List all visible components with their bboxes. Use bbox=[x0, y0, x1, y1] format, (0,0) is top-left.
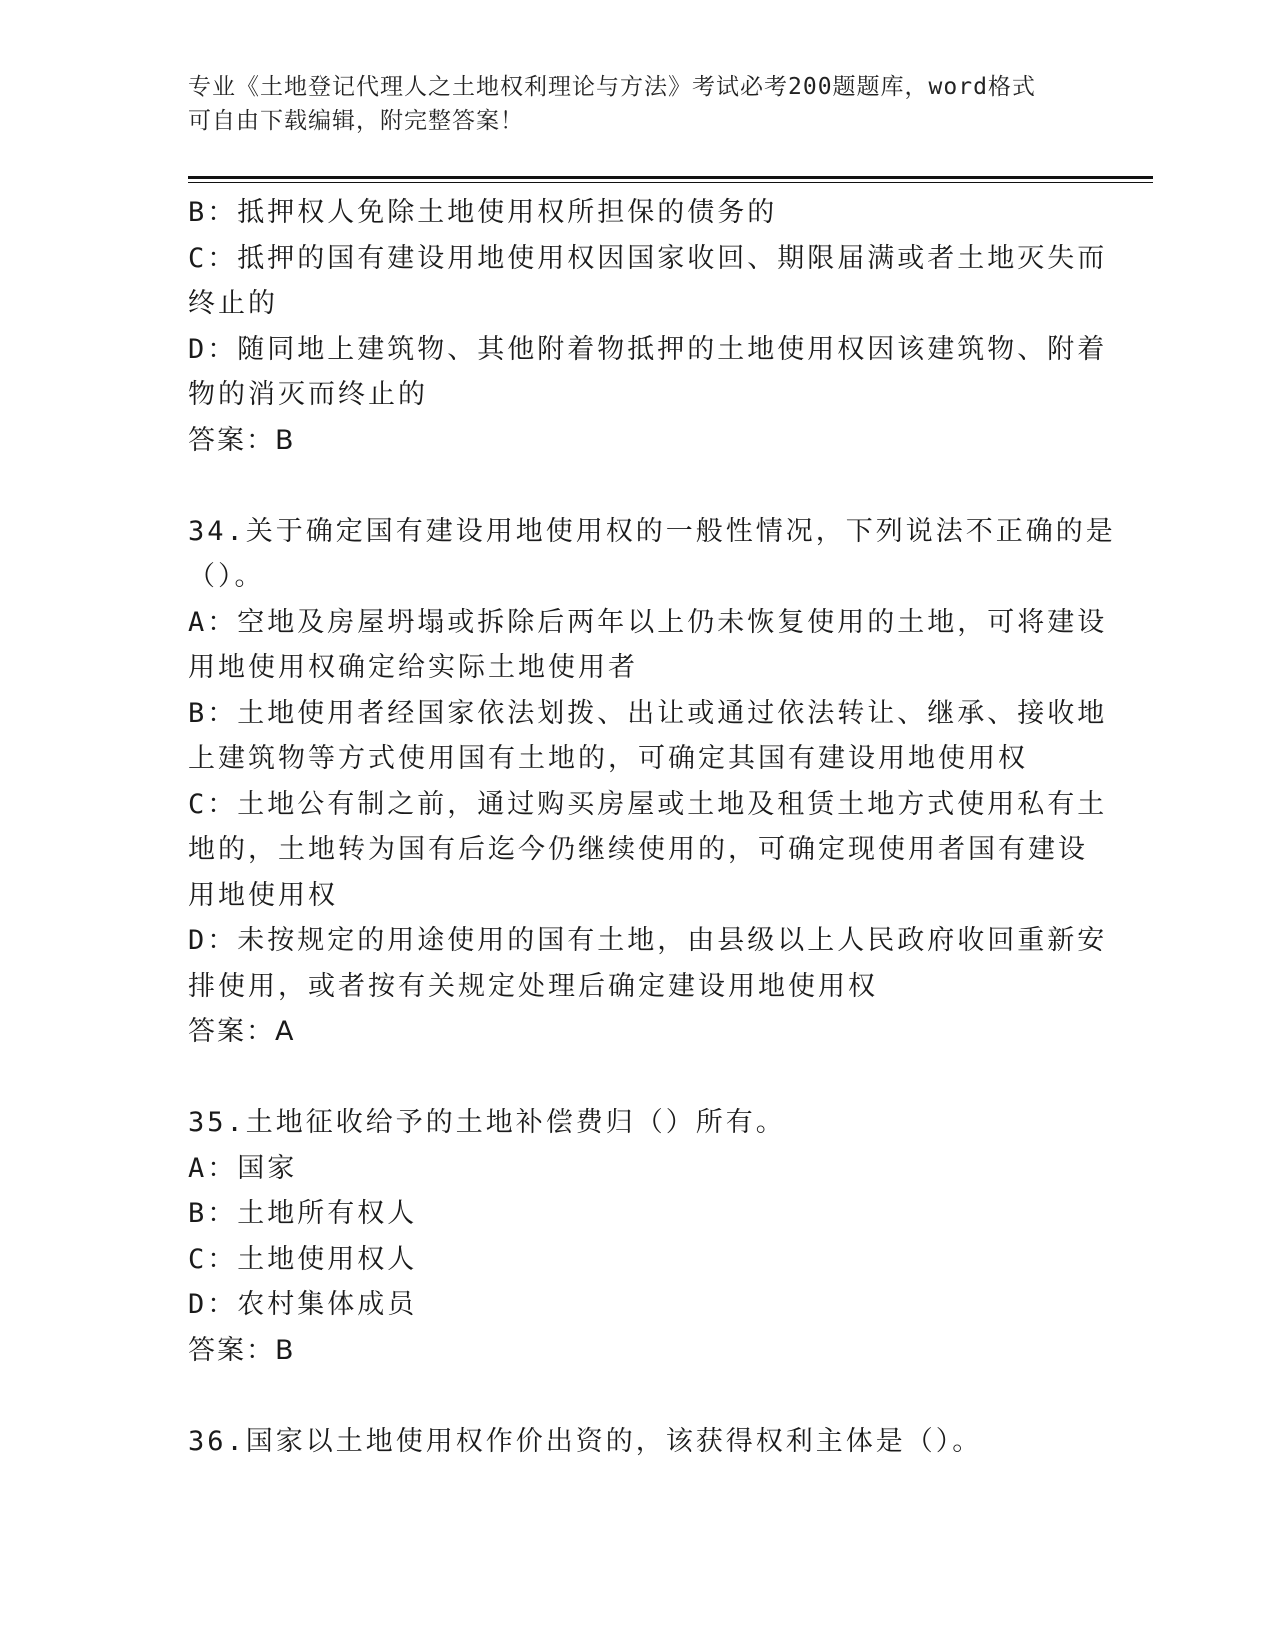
header-line-2: 可自由下载编辑，附完整答案！ bbox=[188, 108, 524, 134]
question-33-continued bbox=[188, 190, 1108, 463]
question-34 bbox=[188, 509, 1116, 1055]
question-stem: 36.国家以土地使用权作价出资的，该获得权利主体是（）。 bbox=[188, 1425, 983, 1457]
question-36 bbox=[188, 1419, 1088, 1465]
option-d: D：未按规定的用途使用的国有土地，由县级以上人民政府收回重新安 排使用，或者按有关规定处理后确定建设用地使用权 bbox=[188, 925, 1108, 1002]
option-c: C：土地公有制之前，通过购买房屋或土地及租赁土地方式使用私有土 地的，土地转为国有后迄今仍继续使用的，可确定现使用者国有建设 用地使用权 bbox=[188, 788, 1108, 911]
document-header bbox=[188, 70, 1088, 138]
answer: 答案：B bbox=[188, 1334, 296, 1366]
option-d: D：农村集体成员 bbox=[188, 1289, 418, 1320]
header-line-1: 专业《土地登记代理人之土地权利理论与方法》考试必考200题题库，word格式 bbox=[188, 74, 1036, 100]
option-c: C：土地使用权人 bbox=[188, 1243, 418, 1275]
spacer bbox=[188, 463, 1088, 509]
question-35 bbox=[188, 1100, 1088, 1373]
header-rule-thin bbox=[188, 182, 1153, 183]
header-rule-thick bbox=[188, 176, 1153, 179]
spacer bbox=[188, 1373, 1088, 1419]
spacer bbox=[188, 1055, 1088, 1101]
question-stem: 35.土地征收给予的土地补偿费归（）所有。 bbox=[188, 1107, 786, 1138]
option-a: A：空地及房屋坍塌或拆除后两年以上仍未恢复使用的土地，可将建设 用地使用权确定给实际土地使用者 bbox=[188, 606, 1108, 683]
answer: 答案：A bbox=[188, 1016, 296, 1047]
option-b: B：土地所有权人 bbox=[188, 1198, 418, 1229]
option-a: A：国家 bbox=[188, 1152, 298, 1184]
option-c: C：抵押的国有建设用地使用权因国家收回、期限届满或者土地灭失而 终止的 bbox=[188, 242, 1108, 319]
question-stem: 34.关于确定国有建设用地使用权的一般性情况，下列说法不正确的是 （）。 bbox=[188, 515, 1116, 592]
option-b: B：土地使用者经国家依法划拨、出让或通过依法转让、继承、接收地 上建筑物等方式使用国有土地的，可确定其国有建设用地使用权 bbox=[188, 697, 1108, 774]
answer: 答案：B bbox=[188, 424, 296, 456]
option-b: B：抵押权人免除土地使用权所担保的债务的 bbox=[188, 197, 778, 228]
option-d: D：随同地上建筑物、其他附着物抵押的土地使用权因该建筑物、附着 物的消灭而终止的 bbox=[188, 333, 1108, 410]
document-body bbox=[188, 190, 1116, 1464]
